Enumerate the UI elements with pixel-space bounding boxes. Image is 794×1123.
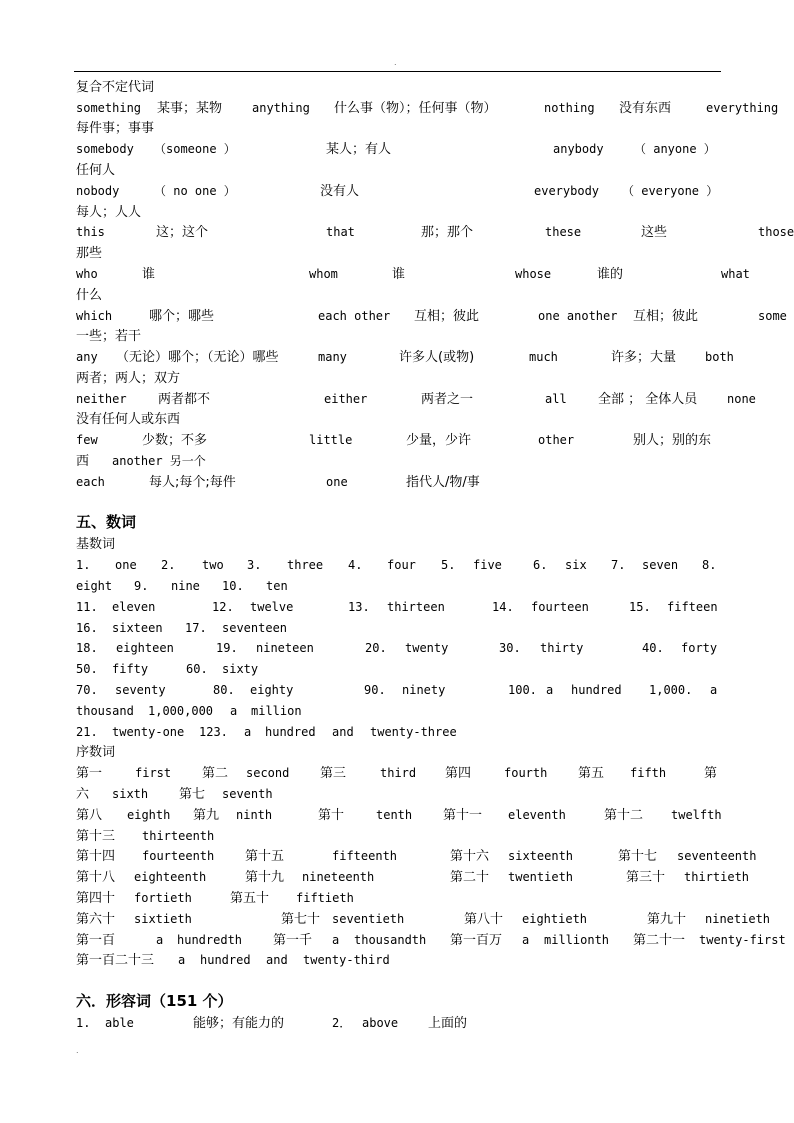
word: thousand <box>76 704 134 718</box>
word: each other <box>318 309 391 323</box>
pronoun-heading: 复合不定代词 <box>76 80 155 95</box>
ordinal-heading-line <box>76 742 794 763</box>
ordinal-zh: 第十三 <box>76 829 116 844</box>
meaning: 那些 <box>76 246 103 261</box>
numerals-heading-line <box>76 512 794 533</box>
ordinal-zh: 第十 <box>318 808 345 823</box>
meaning: 哪个；哪些 <box>149 309 215 324</box>
word: each <box>76 475 105 489</box>
word: everything <box>706 101 779 115</box>
ordinal-en: second <box>246 766 290 780</box>
ordinal-en: fourth <box>504 766 548 780</box>
section-heading: 五、数词 <box>76 513 137 531</box>
word: little <box>309 433 353 447</box>
word: ninety <box>402 683 446 697</box>
pronoun-row <box>76 368 794 389</box>
cardinal-row <box>76 722 794 743</box>
meaning: 西 <box>76 454 90 469</box>
adjectives-heading-line <box>76 991 794 1012</box>
ordinal-zh: 第二 <box>202 766 229 781</box>
word-alt: （ no one ） <box>154 184 236 198</box>
ordinal-en: twenty-third <box>303 953 390 967</box>
ordinal-en: a <box>178 953 186 967</box>
pronoun-row <box>76 430 794 451</box>
word: many <box>318 350 347 364</box>
ordinal-en: ninetieth <box>705 912 771 926</box>
ordinal-en: thousandth <box>354 933 427 947</box>
meaning: 谁 <box>142 267 156 282</box>
pronoun-row <box>76 409 794 430</box>
meaning: 什么 <box>76 288 103 303</box>
word: anybody <box>553 142 604 156</box>
ordinal-en: fiftieth <box>296 891 354 905</box>
number: 13. <box>348 600 370 614</box>
word: seventeen <box>222 621 288 635</box>
ordinal-row <box>76 867 794 888</box>
ordinal-row <box>76 888 794 909</box>
word: nineteen <box>256 641 314 655</box>
ordinal-zh: 第十一 <box>443 808 483 823</box>
ordinal-en: eightieth <box>522 912 588 926</box>
pronoun-row <box>76 222 794 243</box>
meaning: 谁 <box>392 267 406 282</box>
ordinal-zh: 第一百二十三 <box>76 953 155 968</box>
meaning: 少数；不多 <box>142 433 208 448</box>
word-alt: （ everyone ） <box>622 184 719 198</box>
meaning: （无论）哪个；（无论）哪些 <box>116 350 279 365</box>
word: neither <box>76 392 127 406</box>
word: hundred <box>571 683 622 697</box>
word: much <box>529 350 558 364</box>
word: nobody <box>76 184 120 198</box>
word: one <box>326 475 348 489</box>
pronoun-row <box>76 118 794 139</box>
ordinal-en: and <box>266 953 288 967</box>
meaning: 指代人/物/事 <box>406 475 480 490</box>
meaning: 互相；彼此 <box>633 309 699 324</box>
word: twenty <box>405 641 449 655</box>
word: eighty <box>250 683 294 697</box>
number: 21. <box>76 725 98 739</box>
meaning: 每件事；事事 <box>76 121 155 136</box>
pronoun-heading-line <box>76 77 794 98</box>
word: above <box>362 1016 399 1030</box>
ordinal-zh: 第十五 <box>245 849 285 864</box>
word: both <box>705 350 734 364</box>
meaning: 没有人 <box>320 184 360 199</box>
word: everybody <box>534 184 600 198</box>
number: 90. <box>364 683 386 697</box>
ordinal-zh: 第十七 <box>618 849 658 864</box>
meaning: 每人；人人 <box>76 205 142 220</box>
word: this <box>76 225 105 239</box>
word: one another <box>538 309 618 323</box>
word: sixty <box>222 662 259 676</box>
ordinal-zh: 第二十 <box>450 870 490 885</box>
word-alt: （someone ） <box>154 142 236 156</box>
word: eight <box>76 579 113 593</box>
number: 12. <box>212 600 234 614</box>
word: a <box>244 725 252 739</box>
word: none <box>727 392 756 406</box>
footer-mark: . <box>76 1046 79 1055</box>
word: other <box>538 433 575 447</box>
ordinal-zh: 第一千 <box>273 933 313 948</box>
number: 7. <box>611 558 626 572</box>
ordinal-en: first <box>135 766 172 780</box>
word: all <box>545 392 567 406</box>
ordinal-row <box>76 930 794 951</box>
ordinal-zh: 六 <box>76 787 90 802</box>
word: who <box>76 267 98 281</box>
word: million <box>251 704 302 718</box>
ordinal-zh: 第三 <box>320 766 347 781</box>
ordinal-zh: 第九 <box>193 808 220 823</box>
pronoun-row <box>76 285 794 306</box>
ordinal-en: tenth <box>376 808 413 822</box>
number: 8. <box>702 558 717 572</box>
ordinal-zh: 第一百 <box>76 933 116 948</box>
pronoun-row <box>76 243 794 264</box>
number: 16. <box>76 621 98 635</box>
ordinal-en: sixth <box>112 787 149 801</box>
ordinal-zh: 第一 <box>76 766 103 781</box>
meaning: 别人；别的东 <box>633 433 712 448</box>
word: any <box>76 350 98 364</box>
pronoun-row <box>76 326 794 347</box>
ordinal-en: fifteenth <box>332 849 398 863</box>
ordinal-zh: 第七十 <box>281 912 321 927</box>
number: 1,000,000 <box>148 704 214 718</box>
meaning: 这；这个 <box>156 225 209 240</box>
header-mark: . <box>394 58 397 67</box>
word: one <box>115 558 137 572</box>
ordinal-zh: 第 <box>704 766 718 781</box>
ordinal-row <box>76 846 794 867</box>
number: 19. <box>216 641 238 655</box>
ordinal-en: twenty-first <box>699 933 786 947</box>
ordinal-en: millionth <box>544 933 610 947</box>
word: that <box>326 225 355 239</box>
pronoun-row <box>76 264 794 285</box>
ordinal-en: twentieth <box>508 870 574 884</box>
number: 10. <box>222 579 244 593</box>
word: two <box>202 558 224 572</box>
ordinal-zh: 第九十 <box>647 912 687 927</box>
number: 15. <box>629 600 651 614</box>
section-heading: 六．形容词（151 个） <box>76 992 233 1010</box>
number: 70. <box>76 683 98 697</box>
pronoun-row <box>76 98 794 119</box>
word: seventy <box>115 683 166 697</box>
number: 50. <box>76 662 98 676</box>
number: 40. <box>642 641 664 655</box>
word: forty <box>681 641 718 655</box>
ordinal-en: fifth <box>630 766 667 780</box>
word: four <box>387 558 416 572</box>
word: whose <box>515 267 552 281</box>
meaning: 这些 <box>641 225 668 240</box>
ordinal-zh: 第十四 <box>76 849 116 864</box>
cardinal-row <box>76 555 794 576</box>
ordinal-zh: 第二十一 <box>633 933 686 948</box>
meaning: 谁的 <box>597 267 624 282</box>
number: 18. <box>76 641 98 655</box>
word: nothing <box>544 101 595 115</box>
pronoun-row <box>76 160 794 181</box>
ordinal-zh: 第一百万 <box>450 933 503 948</box>
number: 2. <box>161 558 176 572</box>
meaning: 没有东西 <box>619 101 672 116</box>
ordinal-zh: 第六十 <box>76 912 116 927</box>
ordinal-en: ninth <box>236 808 273 822</box>
subheading: 序数词 <box>76 745 116 760</box>
ordinal-en: sixteenth <box>508 849 574 863</box>
ordinal-en: a <box>156 933 164 947</box>
word: twelve <box>250 600 294 614</box>
ordinal-en: a <box>522 933 530 947</box>
cardinal-row <box>76 597 794 618</box>
pronoun-row <box>76 181 794 202</box>
meaning: 能够；有能力的 <box>193 1016 285 1031</box>
ordinal-en: hundredth <box>177 933 243 947</box>
ordinal-en: nineteenth <box>302 870 375 884</box>
meaning: 许多人(或物) <box>399 350 475 365</box>
word: twenty-three <box>370 725 457 739</box>
number: 20. <box>365 641 387 655</box>
ordinal-zh: 第十二 <box>604 808 644 823</box>
number: 9. <box>134 579 149 593</box>
number: 1. <box>76 1016 91 1030</box>
ordinal-en: eighteenth <box>134 870 207 884</box>
word: these <box>545 225 582 239</box>
word: which <box>76 309 113 323</box>
word: hundred <box>265 725 316 739</box>
ordinal-en: twelfth <box>671 808 722 822</box>
meaning: 某人；有人 <box>326 142 392 157</box>
word: eleven <box>112 600 156 614</box>
cardinal-row <box>76 701 794 722</box>
meaning: 两者；两人；双方 <box>76 371 181 386</box>
number: 1. <box>76 558 91 572</box>
pronoun-row <box>76 389 794 410</box>
ordinal-zh: 第五十 <box>230 891 270 906</box>
meaning: 没有任何人或东西 <box>76 412 181 427</box>
number: 17. <box>185 621 207 635</box>
word: few <box>76 433 98 447</box>
ordinal-row <box>76 805 794 826</box>
word: whom <box>309 267 338 281</box>
ordinal-zh: 第三十 <box>626 870 666 885</box>
pronoun-row <box>76 472 794 493</box>
ordinal-row <box>76 763 794 784</box>
number: 123. <box>199 725 228 739</box>
ordinal-zh: 第八十 <box>464 912 504 927</box>
ordinal-en: a <box>332 933 340 947</box>
cardinal-row <box>76 638 794 659</box>
ordinal-zh: 第十九 <box>245 870 285 885</box>
ordinal-en: hundred <box>200 953 251 967</box>
meaning: 上面的 <box>428 1016 468 1031</box>
word: seven <box>642 558 679 572</box>
number: 14. <box>492 600 514 614</box>
number: 2． <box>332 1016 352 1030</box>
word: five <box>473 558 502 572</box>
word: fifty <box>112 662 149 676</box>
meaning: 互相；彼此 <box>414 309 480 324</box>
ordinal-en: fourteenth <box>142 849 215 863</box>
ordinal-zh: 第五 <box>578 766 605 781</box>
word: either <box>324 392 368 406</box>
ordinal-en: seventh <box>222 787 273 801</box>
number: 100. <box>508 683 537 697</box>
pronoun-row <box>76 347 794 368</box>
word: fifteen <box>667 600 718 614</box>
ordinal-en: seventieth <box>332 912 405 926</box>
ordinal-en: eleventh <box>508 808 566 822</box>
meaning: 全部 ； 全体人员 <box>598 392 698 407</box>
number: 80. <box>213 683 235 697</box>
word: three <box>287 558 324 572</box>
word: nine <box>171 579 200 593</box>
header-rule <box>74 71 721 72</box>
word: eighteen <box>116 641 174 655</box>
word-alt: （ anyone ） <box>634 142 716 156</box>
meaning: 一些；若干 <box>76 329 142 344</box>
number: 11. <box>76 600 98 614</box>
word: somebody <box>76 142 134 156</box>
pronoun-row <box>76 202 794 223</box>
pronoun-row <box>76 451 794 472</box>
word: six <box>565 558 587 572</box>
word: and <box>332 725 354 739</box>
ordinal-en: fortieth <box>134 891 192 905</box>
meaning: 每人;每个;每件 <box>149 475 236 490</box>
meaning: 许多；大量 <box>611 350 677 365</box>
word: anything <box>252 101 310 115</box>
word: ten <box>266 579 288 593</box>
number: 30. <box>499 641 521 655</box>
ordinal-en: thirteenth <box>142 829 215 843</box>
word: something <box>76 101 142 115</box>
number: 1,000. <box>649 683 693 697</box>
word: a <box>230 704 238 718</box>
ordinal-zh: 第十八 <box>76 870 116 885</box>
ordinal-row <box>76 826 794 847</box>
ordinal-zh: 第四 <box>445 766 472 781</box>
number: 6. <box>533 558 548 572</box>
word: a <box>546 683 554 697</box>
meaning: 那；那个 <box>421 225 474 240</box>
ordinal-zh: 第八 <box>76 808 103 823</box>
word: thirty <box>540 641 584 655</box>
word: those <box>758 225 794 239</box>
meaning: 某事；某物 <box>157 101 223 116</box>
cardinal-heading-line <box>76 534 794 555</box>
word: sixteen <box>112 621 163 635</box>
cardinal-row <box>76 659 794 680</box>
pronoun-row <box>76 139 794 160</box>
cardinal-row <box>76 680 794 701</box>
ordinal-row <box>76 950 794 971</box>
number: 4. <box>348 558 363 572</box>
cardinal-row <box>76 618 794 639</box>
ordinal-en: thirtieth <box>684 870 750 884</box>
cardinal-row <box>76 576 794 597</box>
ordinal-en: eighth <box>127 808 171 822</box>
ordinal-zh: 第七 <box>179 787 206 802</box>
subheading: 基数词 <box>76 537 116 552</box>
ordinal-en: seventeenth <box>677 849 757 863</box>
adjective-row <box>76 1013 794 1034</box>
meaning: 少量，少许 <box>406 433 472 448</box>
ordinal-row <box>76 909 794 930</box>
pronoun-row <box>76 306 794 327</box>
ordinal-zh: 第四十 <box>76 891 116 906</box>
ordinal-en: sixtieth <box>134 912 192 926</box>
meaning: 什么事（物）；任何事（物） <box>334 101 497 116</box>
ordinal-en: third <box>380 766 417 780</box>
word: twenty-one <box>112 725 185 739</box>
meaning: 两者之一 <box>421 392 474 407</box>
meaning: 任何人 <box>76 163 116 178</box>
word: another 另一个 <box>112 454 206 468</box>
word: what <box>721 267 750 281</box>
word: able <box>105 1016 134 1030</box>
word: some <box>758 309 787 323</box>
word: thirteen <box>387 600 445 614</box>
number: 3. <box>247 558 262 572</box>
word: fourteen <box>531 600 589 614</box>
word: a <box>710 683 718 697</box>
meaning: 两者都不 <box>158 392 211 407</box>
ordinal-row <box>76 784 794 805</box>
ordinal-zh: 第十六 <box>450 849 490 864</box>
number: 5. <box>441 558 456 572</box>
number: 60. <box>186 662 208 676</box>
